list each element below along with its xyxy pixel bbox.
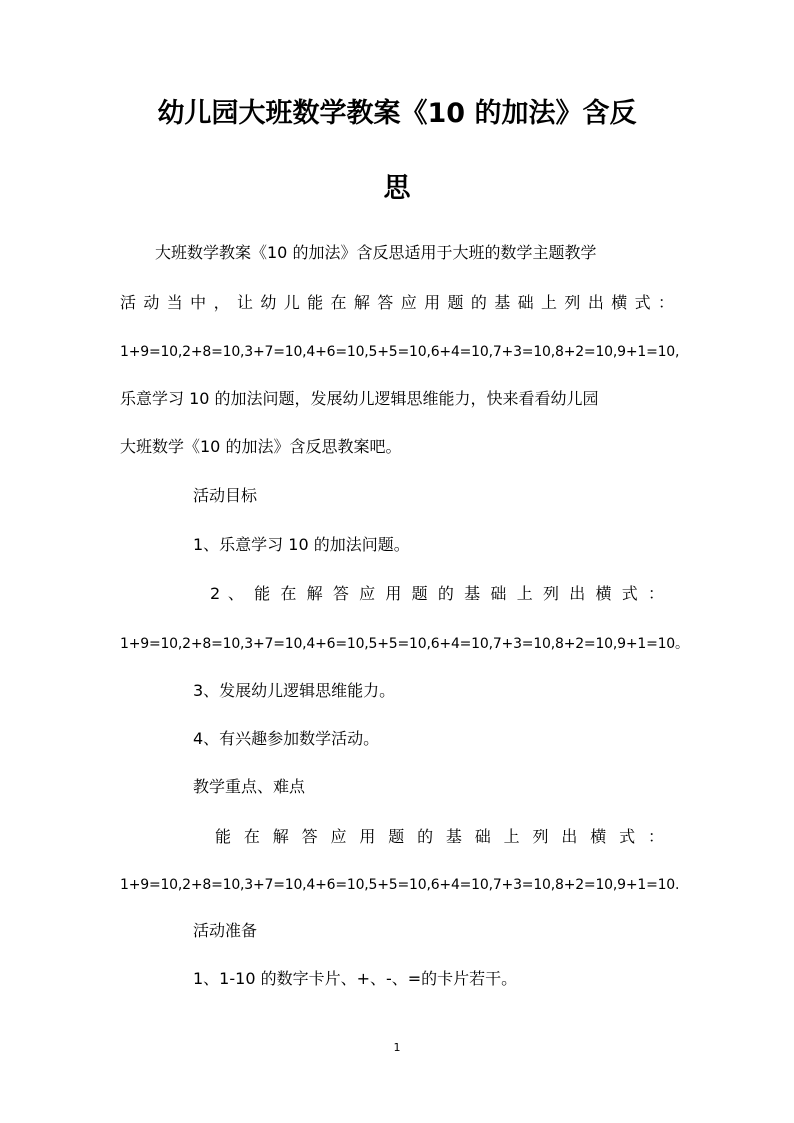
goal-item-3: 3、发展幼儿逻辑思维能力。: [193, 681, 396, 700]
goals-heading: 活动目标: [193, 486, 258, 505]
page-number: 1: [393, 1041, 401, 1054]
intro-line-5: 大班数学《10 的加法》含反思教案吧。: [120, 437, 402, 456]
intro-line-3: 1+9=10,2+8=10,3+7=10,4+6=10,5+5=10,6+4=10,7+3=10,8+2=10,9+1=10,: [120, 344, 680, 360]
goal-item-2-line-2: 1+9=10,2+8=10,3+7=10,4+6=10,5+5=10,6+4=10,7+3=10,8+2=10,9+1=10。: [120, 636, 689, 652]
goal-item-1: 1、乐意学习 10 的加法问题。: [193, 535, 410, 554]
prep-heading: 活动准备: [193, 921, 258, 940]
document-title-line-2: 思: [383, 173, 411, 204]
keypoints-line-1: 能 在 解 答 应 用 题 的 基 础 上 列 出 横 式 ：: [215, 827, 664, 846]
goal-item-2-line-1: 2 、 能 在 解 答 应 用 题 的 基 础 上 列 出 横 式 ：: [210, 584, 664, 603]
intro-line-4: 乐意学习 10 的加法问题，发展幼儿逻辑思维能力，快来看看幼儿园: [120, 389, 599, 408]
goal-item-4: 4、有兴趣参加数学活动。: [193, 729, 380, 748]
keypoints-heading: 教学重点、难点: [193, 777, 306, 796]
document-title-line-1: 幼儿园大班数学教案《10 的加法》含反: [157, 98, 637, 129]
keypoints-line-2: 1+9=10,2+8=10,3+7=10,4+6=10,5+5=10,6+4=10,7+3=10,8+2=10,9+1=10.: [120, 877, 680, 893]
intro-line-1: 大班数学教案《10 的加法》含反思适用于大班的数学主题教学: [155, 243, 597, 262]
prep-item-1: 1、1-10 的数字卡片、+、-、=的卡片若干。: [193, 969, 518, 988]
intro-line-2: 活 动 当 中 ， 让 幼 儿 能 在 解 答 应 用 题 的 基 础 上 列 出 横 式 ：: [120, 293, 674, 312]
